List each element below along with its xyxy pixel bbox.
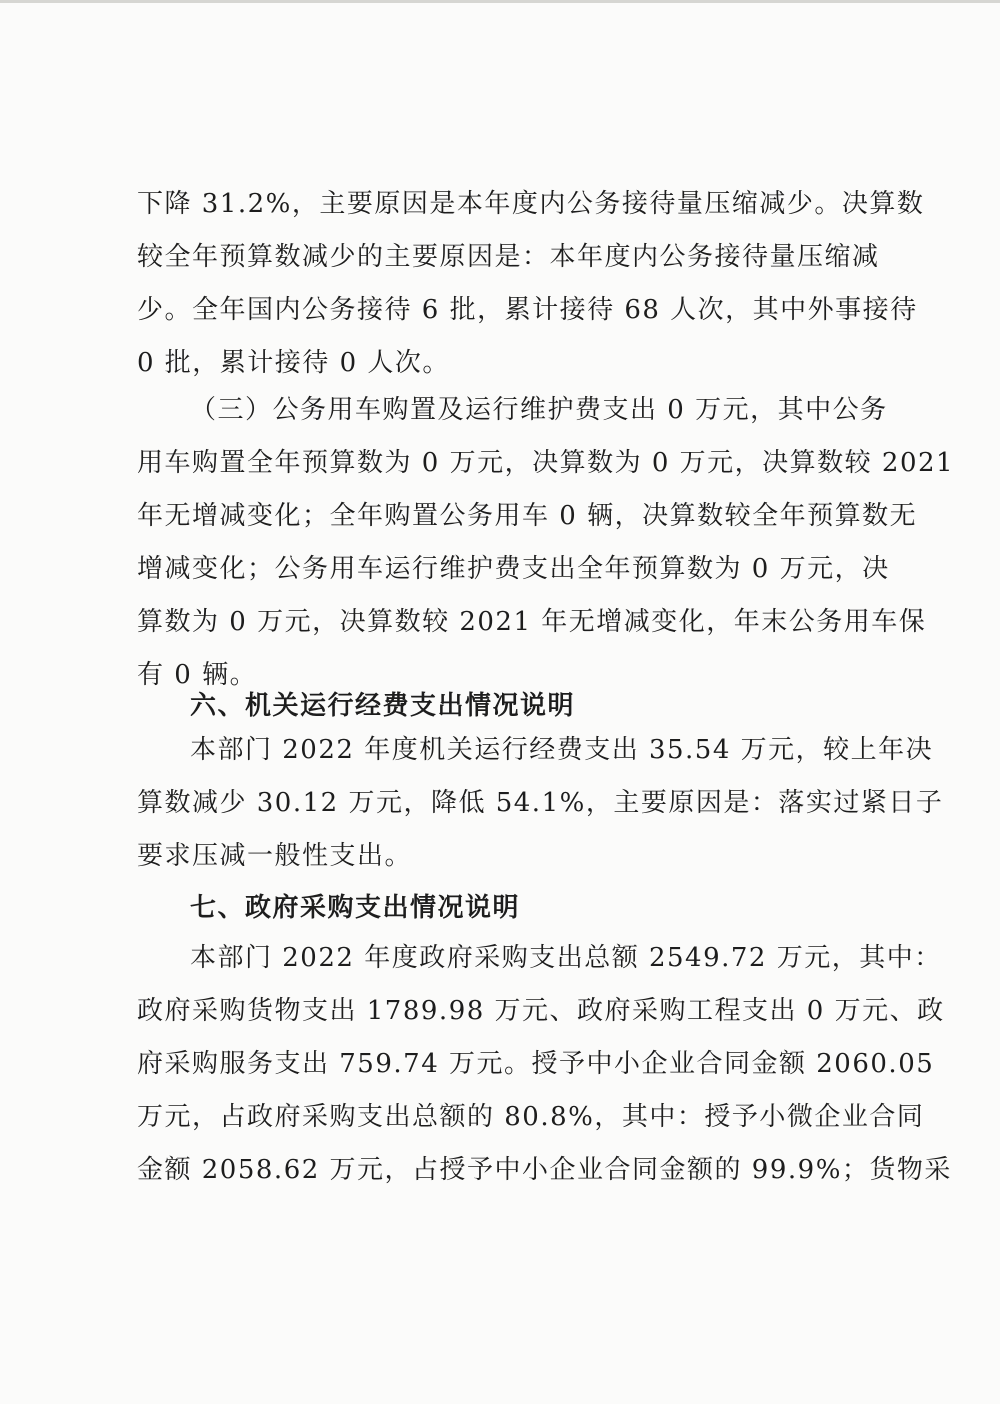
section-heading-operating-expense: 六、机关运行经费支出情况说明 <box>190 691 576 721</box>
text-line: 下降 31.2%，主要原因是本年度内公务接待量压缩减少。决算数 <box>137 189 925 219</box>
text-line: 万元，占政府采购支出总额的 80.8%，其中：授予小微企业合同 <box>137 1102 925 1132</box>
text-line: 较全年预算数减少的主要原因是：本年度内公务接待量压缩减 <box>137 242 880 272</box>
scan-top-edge <box>0 0 1000 3</box>
paragraph-operating-expense <box>137 724 944 883</box>
paragraph-vehicle-expense <box>137 384 955 702</box>
paragraph-reception-expense <box>137 178 925 390</box>
section-heading-procurement: 七、政府采购支出情况说明 <box>190 893 521 923</box>
text-line: 算数减少 30.12 万元，降低 54.1%，主要原因是：落实过紧日子 <box>137 788 944 818</box>
text-line: 要求压减一般性支出。 <box>137 841 413 871</box>
text-line: 用车购置全年预算数为 0 万元，决算数为 0 万元，决算数较 2021 <box>137 448 955 478</box>
text-line: 增减变化；公务用车运行维护费支出全年预算数为 0 万元，决 <box>137 554 890 584</box>
text-line: 有 0 辆。 <box>137 660 258 690</box>
text-line: 政府采购货物支出 1789.98 万元、政府采购工程支出 0 万元、政 <box>137 996 945 1026</box>
paragraph-procurement <box>137 932 952 1197</box>
text-line: 府采购服务支出 759.74 万元。授予中小企业合同金额 2060.05 <box>137 1049 935 1079</box>
text-line: 本部门 2022 年度机关运行经费支出 35.54 万元，较上年决 <box>190 735 934 765</box>
text-line: 0 批，累计接待 0 人次。 <box>137 348 450 378</box>
text-line: 算数为 0 万元，决算数较 2021 年无增减变化，年末公务用车保 <box>137 607 927 637</box>
text-line: （三）公务用车购置及运行维护费支出 0 万元，其中公务 <box>190 395 888 425</box>
text-line: 少。全年国内公务接待 6 批，累计接待 68 人次，其中外事接待 <box>137 295 918 325</box>
text-line: 年无增减变化；全年购置公务用车 0 辆，决算数较全年预算数无 <box>137 501 918 531</box>
text-line: 本部门 2022 年度政府采购支出总额 2549.72 万元，其中： <box>190 943 942 973</box>
text-line: 金额 2058.62 万元，占授予中小企业合同金额的 99.9%；货物采 <box>137 1155 952 1185</box>
